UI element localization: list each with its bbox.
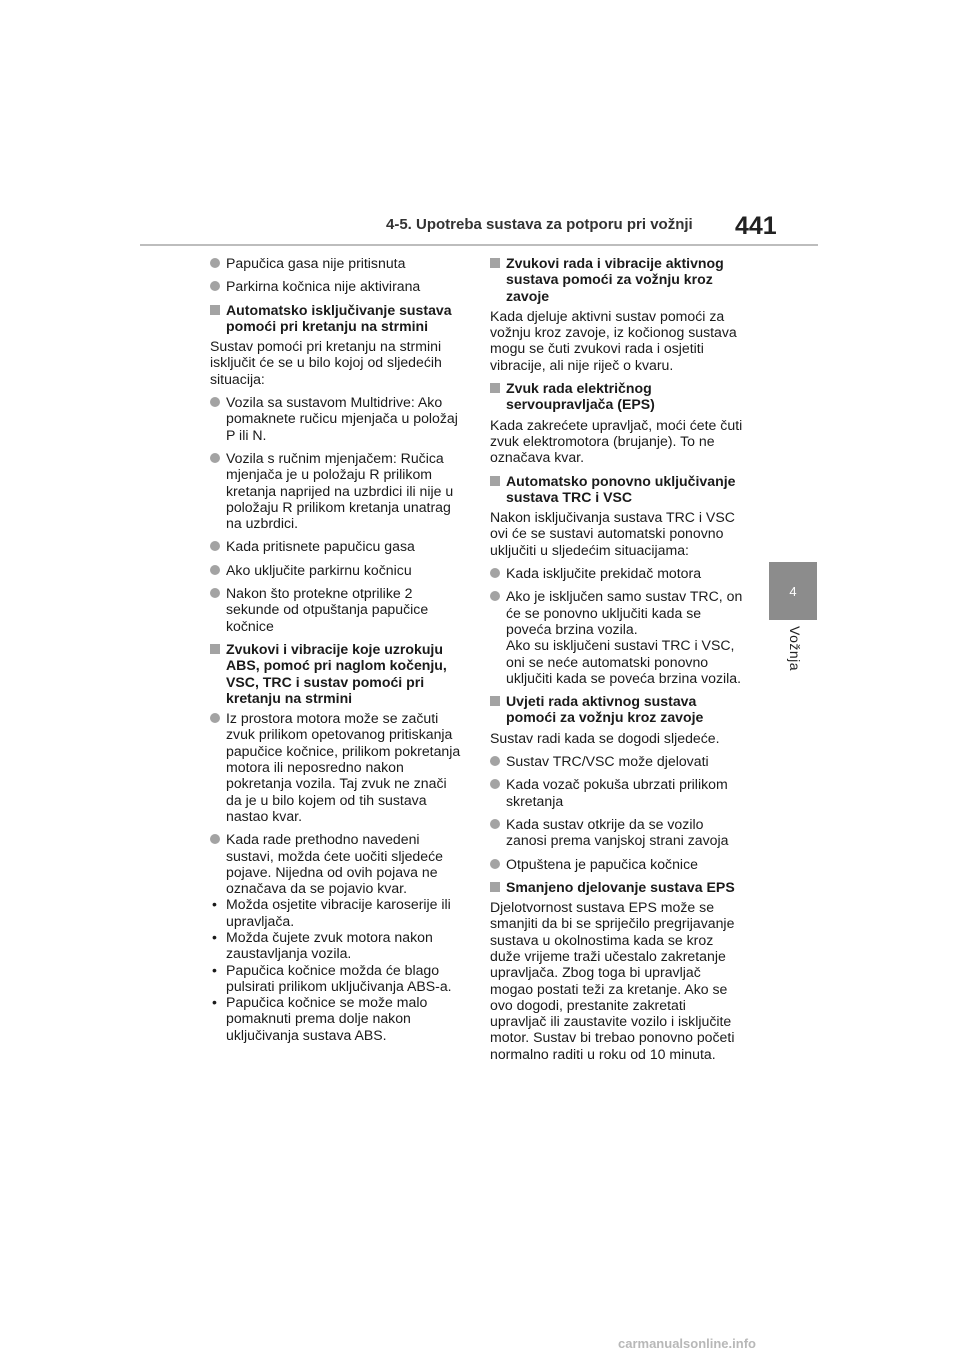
paragraph: Sustav radi kada se dogodi sljedeće. [490, 729, 720, 746]
list-item-text: Ako je isključen samo sustav TRC, on će se ponovno uključiti kada se poveća brzina vozila. [506, 588, 743, 637]
dash-item: • Možda osjetite vibracije karoserije ili upravljača. [210, 896, 466, 929]
paragraph: Kada zakrećete upravljač, moći ćete čuti zvuk elektromotora (brujanje). To ne označava kvar. [490, 416, 743, 466]
section-heading: Smanjeno djelovanje sustava EPS [490, 879, 746, 895]
paragraph: Kada djeluje aktivni sustav pomoći za vožnju kroz zavoje, iz kočionog sustava mogu se čuti zvukovi rada i osjetiti vibracije, ali nije riječ o kvaru. [490, 307, 737, 373]
header-divider [140, 244, 818, 246]
list-item: Vozila sa sustavom Multidrive: Ako pomaknete ručicu mjenjača u položaj P ili N. [210, 394, 466, 443]
left-column [210, 255, 466, 1043]
list-item: Parkirna kočnica nije aktivirana [210, 278, 466, 294]
list-item: Kada pritisnete papučicu gasa [210, 538, 466, 554]
chapter-label: Vožnja [787, 626, 803, 672]
watermark: carmanualsonline.info [618, 1336, 756, 1351]
list-item: Nakon što protekne otprilike 2 sekunde od otpuštanja papučice kočnice [210, 585, 466, 634]
list-item: Sustav TRC/VSC može djelovati [490, 753, 746, 769]
right-column [490, 255, 746, 1069]
paragraph: Djelotvornost sustava EPS može se smanjiti da bi se spriječilo pregrijavanje sustava u okolnostima kada se kroz duže vrijeme traži učestalo zakretanje upravljača. Zbog toga bi upravljač mogao postati teži za kretanje. Ako se ovo dogodi, prestanite zakretati upravljač ili zaustavite vozilo i isključite motor. Sustav bi trebao ponovno početi normalno raditi u roku od 10 minuta. [490, 899, 735, 1062]
list-item: Kada rade prethodno navedeni sustavi, možda ćete uočiti sljedeće pojave. Nijedna od ovih pojava ne označava da se pojavio kvar. [210, 831, 466, 896]
list-item [490, 588, 746, 686]
section-heading: Automatsko ponovno uključivanje sustava TRC i VSC [490, 473, 746, 506]
dash-item: • Možda čujete zvuk motora nakon zaustavljanja vozila. [210, 929, 466, 962]
list-item: Papučica gasa nije pritisnuta [210, 255, 466, 271]
section-heading: Zvukovi i vibracije koje uzrokuju ABS, pomoć pri naglom kočenju, VSC, TRC i sustav pomoći pri kretanju na strmini [210, 641, 466, 706]
section-heading: Zvukovi rada i vibracije aktivnog sustava pomoći za vožnju kroz zavoje [490, 255, 746, 304]
paragraph: Sustav pomoći pri kretanju na strmini isključit će se u bilo kojoj od sljedećih situacija: [210, 338, 442, 387]
section-heading: Uvjeti rada aktivnog sustava pomoći za vožnju kroz zavoje [490, 693, 746, 726]
dash-item: • Papučica kočnice se može malo pomaknuti prema dolje nakon uključivanja sustava ABS. [210, 994, 466, 1043]
page-number: 441 [735, 212, 777, 240]
list-item: Ako uključite parkirnu kočnicu [210, 562, 466, 578]
list-item: Kada vozač pokuša ubrzati prilikom skretanja [490, 776, 746, 809]
paragraph: Nakon isključivanja sustava TRC i VSC ovi će se sustavi automatski ponovno uključiti u sljedećim situacijama: [490, 509, 735, 558]
chapter-tab[interactable] [769, 562, 817, 620]
chapter-number: 4 [789, 583, 797, 599]
list-item: Kada sustav otkrije da se vozilo zanosi prema vanjskoj strani zavoja [490, 816, 746, 849]
list-item: Kada isključite prekidač motora [490, 565, 746, 581]
section-heading: Automatsko isključivanje sustava pomoći pri kretanju na strmini [210, 302, 466, 335]
list-item: Vozila s ručnim mjenjačem: Ručica mjenjača je u položaju R prilikom kretanja naprijed na uzbrdici ili nije u položaju R prilikom kretanja unatrag na uzbrdici. [210, 450, 466, 531]
list-item: Iz prostora motora može se začuti zvuk prilikom opetovanog pritiskanja papučice kočnice, prilikom pokretanja motora ili neposredno nakon pokretanja vozila. Taj zvuk ne znači da je u bilo kojem od tih sustava nastao kvar. [210, 710, 466, 824]
section-title: 4-5. Upotreba sustava za potporu pri vožnji [386, 216, 693, 233]
list-item-text: Ako su isključeni sustavi TRC i VSC, oni se neće automatski ponovno uključiti kada se poveća brzina vozila. [506, 637, 742, 686]
section-heading: Zvuk rada električnog servoupravljača (EPS) [490, 380, 746, 413]
list-item: Otpuštena je papučica kočnice [490, 856, 746, 872]
dash-item: • Papučica kočnice možda će blago pulsirati prilikom uključivanja ABS-a. [210, 962, 466, 995]
